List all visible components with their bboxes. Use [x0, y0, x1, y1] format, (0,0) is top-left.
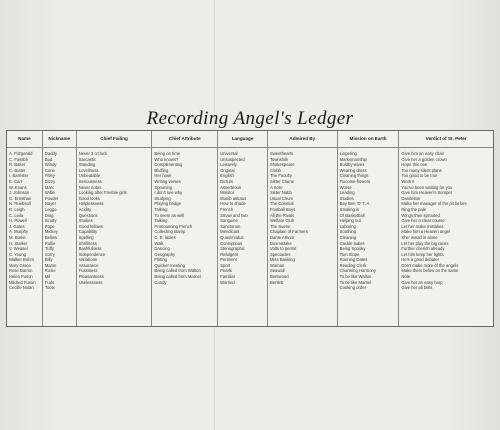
table-cell: He's a good debater: [401, 257, 439, 263]
table-cell: Buldby-wives: [339, 162, 365, 168]
table-cell: A. Murphy: [9, 229, 29, 235]
table-cell: I. Barrister: [9, 173, 29, 179]
table-cell: Dandelion: [401, 195, 421, 201]
table-cell: Variations: [78, 257, 98, 263]
table-cell: To be like Marnel: [339, 279, 372, 285]
table-cell: A. Fitzgerald: [9, 151, 33, 156]
table-cell: Cleaning: [339, 234, 357, 240]
table-cell: Fussiness: [78, 268, 98, 274]
table-cell: Give her an easy harp: [401, 279, 443, 285]
column-body: [7, 148, 42, 291]
table-cell: C. Fassbh: [9, 156, 29, 162]
table-cell: [218, 285, 267, 291]
table-cell: Worse: [339, 184, 352, 190]
column-header: Name: [7, 131, 42, 148]
table-cell: A Sore: [269, 184, 283, 190]
table-cell: Leading: [339, 190, 355, 196]
table-cell: How to shade: [220, 201, 246, 207]
table-cell: Sorry: [44, 251, 55, 257]
table-cell: Being Spooky: [339, 246, 366, 252]
table-cell: Mary Grace: [9, 262, 31, 268]
table-cell: Daddy: [44, 151, 57, 156]
column-body: [338, 148, 399, 291]
table-cell: Make them below on the same: [401, 268, 459, 274]
table-cell: Sport: [220, 262, 231, 268]
table-cell: Shakespeare: [269, 162, 295, 168]
column-body: [152, 148, 217, 291]
table-cell: Soothing: [339, 229, 357, 235]
table-cell: Uselessness: [78, 279, 103, 285]
table-cell: Rosie: [44, 268, 56, 274]
table-cell: Further cherish already: [401, 246, 445, 252]
table-cell: Studying: [154, 195, 171, 201]
table-cell: Good fellows: [78, 223, 103, 229]
table-cell: Cecille Nolan: [9, 285, 34, 291]
table-cell: Mil: [44, 274, 51, 280]
table-cell: Of Basketball: [339, 212, 365, 218]
table-cell: Lingering: [339, 151, 357, 156]
table-cell: Acidity: [78, 206, 92, 212]
column-header: Nickname: [43, 131, 76, 148]
table-cell: Bluffing: [154, 167, 169, 173]
table-cell: Let her play the big races: [401, 240, 449, 246]
column-failing: [77, 131, 153, 326]
table-cell: Usual Chum: [269, 195, 293, 201]
table-cell: Refulgent: [220, 251, 239, 257]
table-cell: Dictum: [220, 178, 234, 184]
table-cell: Toots: [44, 285, 55, 291]
page-title: Recording Angel's Ledger: [146, 108, 354, 129]
table-cell: Too many silent plans: [401, 167, 442, 173]
table-cell: Clubb: [269, 167, 281, 173]
table-cell: Her hose: [154, 173, 172, 179]
column-language: [218, 131, 268, 326]
column-body: [77, 148, 152, 291]
table-cell: Conniptious: [220, 240, 243, 246]
table-cell: C. Leila: [9, 212, 24, 218]
table-cell: Helen Fuson: [9, 274, 33, 280]
table-cell: Sweethearts: [269, 151, 294, 156]
table-cell: Worried: [220, 279, 235, 285]
table-cell: Charming Harmony: [339, 268, 376, 274]
column-header: Verdict of St. Peter: [399, 131, 493, 148]
table-cell: Give her a golden crown: [401, 156, 447, 162]
table-cell: R. Leigh: [9, 206, 25, 212]
column-nickname: [43, 131, 77, 326]
table-cell: Leisurely: [220, 162, 237, 168]
table-cell: Loveliness: [78, 167, 99, 173]
table-cell: Marksmanship: [339, 156, 367, 162]
table-cell: Spelling: [78, 234, 94, 240]
table-cell: Mendicant: [220, 229, 240, 235]
table-cell: Quasimodus: [220, 234, 244, 240]
table-cell: Sanctorum: [220, 223, 241, 229]
table-cell: Tom Slope: [339, 251, 360, 257]
table-cell: Bud: [44, 156, 53, 162]
table-cell: Pouder: [44, 195, 59, 201]
table-cell: Sarcastic: [78, 156, 96, 162]
table-cell: Walk: [154, 240, 164, 246]
table-cell: To be like Walton: [339, 274, 372, 280]
table-cell: Nayer: [44, 201, 57, 207]
table-cell: Pleasantness: [78, 274, 104, 280]
table-cell: Flirting: [154, 257, 167, 263]
table-cell: Universal: [220, 151, 238, 156]
table-cell: Playing bridge: [154, 201, 181, 207]
table-cell: Football Boys: [269, 206, 296, 212]
table-cell: Candy: [154, 279, 167, 285]
table-cell: Woman: [269, 262, 285, 268]
table-cell: Give him an easy chair: [401, 151, 444, 156]
column-header: Mission on Earth: [338, 131, 399, 148]
table-cell: Pope: [44, 223, 55, 229]
column-admired-by: [268, 131, 338, 326]
table-cell: Seawall: [269, 268, 285, 274]
table-cell: Miss Banking: [269, 257, 295, 263]
table-cell: French: [220, 206, 234, 212]
table-cell: Mame: [44, 262, 57, 268]
table-cell: Bertlett: [269, 279, 284, 285]
column-verdict: [399, 131, 493, 326]
table-cell: Willie: [44, 190, 55, 196]
table-cell: I don't see why: [154, 190, 183, 196]
table-cell: Capability: [78, 229, 98, 235]
table-cell: Give her all bells: [401, 285, 433, 291]
table-cell: Don't make more of the angels: [401, 262, 459, 268]
table-cell: C. Young: [9, 251, 26, 257]
table-cell: Pearls: [220, 268, 233, 274]
table-cell: [77, 285, 152, 291]
table-cell: Cackle ladies: [339, 240, 365, 246]
table-cell: Dizzy: [44, 178, 56, 184]
table-cell: Original: [220, 167, 235, 173]
table-cell: Asserteous: [220, 184, 242, 190]
table-cell: Running Dates: [339, 257, 368, 263]
table-cell: J. Johnson: [9, 190, 30, 196]
table-cell: J. Gates: [9, 223, 25, 229]
table-cell: W. Evans: [9, 184, 27, 190]
table-cell: Welfare Club: [269, 218, 295, 224]
table-cell: Ding: [44, 212, 54, 218]
column-header: Chief Attribute: [152, 131, 217, 148]
table-cell: Cleaning things: [339, 173, 369, 179]
table-cell: Cooking order: [339, 285, 366, 291]
table-cell: Good looks: [78, 195, 100, 201]
table-cell: Geography: [154, 251, 176, 257]
table-cell: Walker Bohm: [9, 257, 34, 263]
table-cell: Rose Barron: [9, 268, 33, 274]
column-body: [268, 148, 337, 291]
table-cell: R. Baker: [9, 162, 26, 168]
table-cell: Spectacles: [269, 251, 291, 257]
column-header: Language: [218, 131, 267, 148]
table-cell: Rullie: [44, 240, 56, 246]
table-cell: Wings then sprouted: [401, 212, 440, 218]
table-cell: Sister Clarne: [269, 178, 295, 184]
table-cell: Mildred Fuson: [9, 279, 36, 285]
table-cell: Sanguine: [220, 218, 238, 224]
table-cell: H. Powell: [9, 218, 27, 224]
table-cell: Writing verses: [154, 178, 181, 184]
table-cell: Leggo: [44, 206, 57, 212]
table-cell: Make him a Heaven angel: [401, 229, 451, 235]
table-cell: Studies: [78, 218, 93, 224]
table-cell: Standing: [78, 162, 96, 168]
table-cell: Being called from Walton: [154, 268, 201, 274]
table-cell: Pronouncing French: [154, 223, 193, 229]
table-cell: Fuds: [44, 279, 55, 285]
table-cell: Complimenting: [154, 162, 183, 168]
table-cell: Talking: [154, 206, 168, 212]
ledger-table: [6, 130, 494, 327]
table-cell: Dancing: [154, 246, 170, 252]
table-cell: Talking: [154, 218, 168, 224]
table-cell: All the Rivals: [269, 212, 295, 218]
table-cell: Sister Nabb: [269, 190, 292, 196]
table-cell: Marc: [44, 184, 55, 190]
table-cell: Give her a clear course: [401, 218, 445, 224]
table-cell: Being called from Marnel: [154, 274, 201, 280]
table-cell: Scotty: [44, 218, 57, 224]
table-cell: Helping out: [339, 218, 361, 224]
table-cell: Chaplain of Farmers: [269, 229, 308, 235]
table-cell: Reading Clerk: [339, 262, 367, 268]
table-cell: Stealing in: [339, 206, 360, 212]
table-cell: Shrillness: [78, 240, 97, 246]
table-cell: Fixcome-flowers: [339, 178, 371, 184]
table-cell: Assurance: [78, 262, 99, 268]
table-cell: Never notes: [78, 184, 102, 190]
table-cell: Townsfolk: [269, 156, 289, 162]
table-cell: Volts to permit: [269, 246, 297, 252]
table-cell: Independence: [78, 251, 106, 257]
table-cell: Duxmistake: [269, 240, 292, 246]
table-cell: You've been waiting for you: [401, 184, 453, 190]
table-cell: Billy: [44, 257, 53, 263]
column-header: Admired By: [268, 131, 337, 148]
table-cell: Unsuspected: [220, 156, 245, 162]
table-cell: Let him keep her lights: [401, 251, 444, 257]
table-cell: Windy: [44, 162, 57, 168]
table-cell: Wearing dress: [339, 167, 367, 173]
table-cell: Bentwood: [269, 274, 289, 280]
table-cell: Bellew: [44, 234, 58, 240]
table-cell: Mickey: [44, 229, 58, 235]
table-cell: The Suene: [269, 223, 291, 229]
table-cell: Unbeatable: [78, 173, 101, 179]
column-mission: [338, 131, 400, 326]
table-cell: Stenographic: [220, 246, 245, 252]
column-body: [218, 148, 267, 291]
table-cell: Spooning: [154, 184, 173, 190]
table-cell: Too good to be true: [401, 173, 438, 179]
table-cell: H. Stalker: [9, 240, 28, 246]
table-cell: Give him Heaven's trumpet: [401, 190, 452, 196]
table-cell: M. Burke: [9, 234, 26, 240]
table-cell: Tuffy: [44, 246, 54, 252]
table-cell: Dante Athnor: [269, 234, 295, 240]
table-cell: Munib astutus: [220, 195, 247, 201]
table-cell: Who knows?: [154, 156, 179, 162]
column-attribute: [152, 131, 218, 326]
column-header: Chief Failing: [77, 131, 152, 148]
table-cell: C. E. ladies: [154, 234, 176, 240]
table-cell: Hope this one: [401, 162, 428, 168]
table-cell: E. Carr: [9, 178, 23, 184]
table-cell: G. Ernsthan: [9, 195, 32, 201]
table-cell: [152, 285, 217, 291]
table-cell: To seem as well: [154, 212, 185, 218]
table-cell: Bashfulness: [78, 246, 102, 252]
table-cell: Note: [401, 274, 411, 280]
table-cell: Studies: [339, 195, 354, 201]
table-cell: English: [220, 173, 234, 179]
table-cell: Being on time: [154, 151, 181, 156]
table-cell: Seriousness: [78, 178, 102, 184]
table-cell: Fitley: [44, 173, 55, 179]
column-body: [399, 148, 493, 291]
table-cell: C. Butter: [9, 167, 26, 173]
column-name: [7, 131, 43, 326]
table-cell: V. Weasel: [9, 246, 28, 252]
table-cell: Questions: [78, 212, 98, 218]
table-cell: Bey Ben 'D' T. A.: [339, 201, 371, 207]
table-cell: Make her manager of the pit before: [401, 201, 467, 207]
table-cell: Laboring: [339, 223, 356, 229]
table-cell: Quicker meeting: [154, 262, 185, 268]
table-cell: Pertinent: [220, 257, 237, 263]
table-cell: Ring the pale: [401, 206, 427, 212]
table-cell: The Faculty: [269, 173, 292, 179]
table-cell: She' would in alone: [401, 234, 438, 240]
column-body: [43, 148, 76, 291]
table-cell: Cone: [44, 167, 55, 173]
table-cell: Never 3 o'clock: [78, 151, 108, 156]
table-cell: Work it: [401, 178, 415, 184]
table-cell: [268, 285, 337, 291]
table-cell: Smaw and two: [220, 212, 248, 218]
table-cell: Collecting stamp: [154, 229, 186, 235]
table-cell: N. Ruebsoll: [9, 201, 31, 207]
table-cell: Familiar: [220, 274, 236, 280]
table-cell: Helplessness: [78, 201, 104, 207]
table-cell: The Colonial: [269, 201, 294, 207]
table-cell: Looking after Freshie girls: [78, 190, 127, 196]
table-cell: Monitor: [220, 190, 235, 196]
table-cell: Let her make mistakes: [401, 223, 444, 229]
